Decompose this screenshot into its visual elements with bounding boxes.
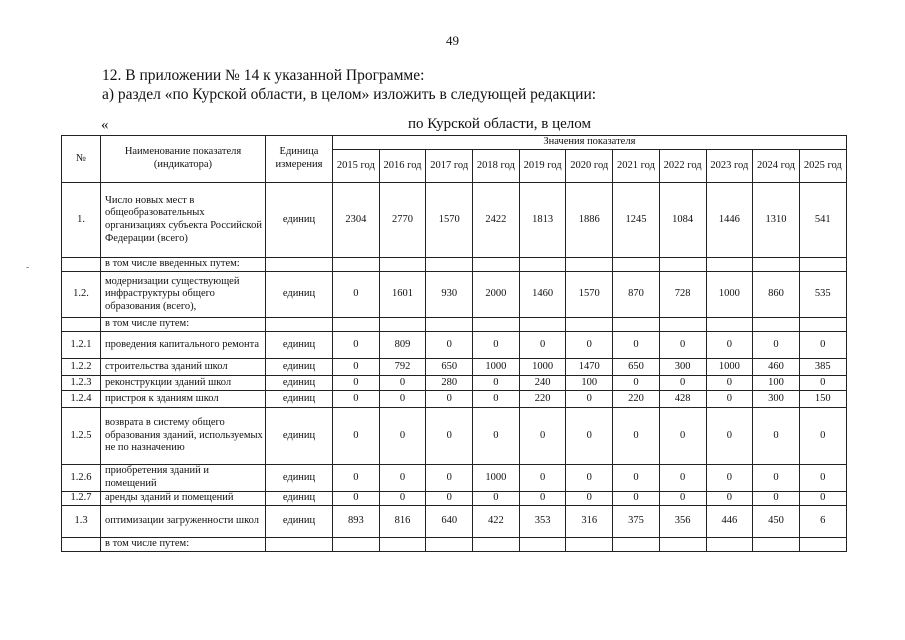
cell-value: 0 <box>706 408 753 465</box>
cell-value: 385 <box>799 359 846 376</box>
cell-value: 0 <box>799 492 846 506</box>
cell-value: 0 <box>379 376 426 391</box>
cell-value-empty <box>333 258 380 272</box>
table-row <box>62 492 847 506</box>
cell-value: 100 <box>753 376 800 391</box>
table-row <box>62 359 847 376</box>
header-year: 2023 год <box>706 150 753 183</box>
cell-unit: единиц <box>266 183 333 258</box>
cell-value: 0 <box>333 465 380 492</box>
cell-value: 0 <box>613 408 660 465</box>
cell-value-empty <box>379 318 426 332</box>
cell-value-empty <box>706 538 753 552</box>
margin-mark: - <box>26 262 30 273</box>
cell-value: 0 <box>799 408 846 465</box>
cell-value: 1000 <box>519 359 566 376</box>
cell-value: 460 <box>753 359 800 376</box>
cell-unit: единиц <box>266 376 333 391</box>
cell-value-empty <box>799 258 846 272</box>
cell-value: 2770 <box>379 183 426 258</box>
cell-value-empty <box>659 538 706 552</box>
table-row <box>62 506 847 538</box>
subheader-row <box>62 538 847 552</box>
cell-value: 0 <box>706 376 753 391</box>
cell-value: 150 <box>799 391 846 408</box>
cell-value: 535 <box>799 272 846 318</box>
cell-value: 0 <box>566 391 613 408</box>
cell-value: 240 <box>519 376 566 391</box>
header-year: 2022 год <box>659 150 706 183</box>
cell-value-empty <box>519 538 566 552</box>
cell-value-empty <box>426 258 473 272</box>
table-row <box>62 376 847 391</box>
cell-num: 1.2.5 <box>62 408 101 465</box>
cell-value: 0 <box>566 408 613 465</box>
header-unit: Единица измерения <box>266 136 333 183</box>
cell-unit-empty <box>266 318 333 332</box>
cell-value-empty <box>473 538 520 552</box>
cell-name: модернизации существующей инфраструктуры общего образования (всего), <box>101 272 266 318</box>
cell-value-empty <box>566 538 613 552</box>
cell-value: 220 <box>519 391 566 408</box>
table-row <box>62 391 847 408</box>
cell-unit: единиц <box>266 465 333 492</box>
cell-value: 0 <box>613 465 660 492</box>
cell-num: 1.2.1 <box>62 332 101 359</box>
cell-value: 640 <box>426 506 473 538</box>
cell-value-empty <box>566 318 613 332</box>
cell-value: 0 <box>426 465 473 492</box>
cell-value: 0 <box>613 492 660 506</box>
cell-num: 1.3 <box>62 506 101 538</box>
cell-value: 450 <box>753 506 800 538</box>
cell-value: 0 <box>706 492 753 506</box>
cell-value: 0 <box>799 332 846 359</box>
cell-value: 0 <box>333 359 380 376</box>
cell-value-empty <box>519 258 566 272</box>
cell-value: 809 <box>379 332 426 359</box>
cell-value: 1886 <box>566 183 613 258</box>
cell-num: 1.2. <box>62 272 101 318</box>
cell-value: 316 <box>566 506 613 538</box>
cell-value-empty <box>799 538 846 552</box>
cell-name: аренды зданий и помещений <box>101 492 266 506</box>
cell-value: 0 <box>799 376 846 391</box>
cell-value: 650 <box>426 359 473 376</box>
cell-unit-empty <box>266 258 333 272</box>
cell-num: 1. <box>62 183 101 258</box>
cell-value: 0 <box>659 492 706 506</box>
cell-unit: единиц <box>266 506 333 538</box>
cell-value: 422 <box>473 506 520 538</box>
cell-value: 1570 <box>566 272 613 318</box>
cell-value: 353 <box>519 506 566 538</box>
cell-value-empty <box>333 318 380 332</box>
cell-value: 0 <box>333 332 380 359</box>
cell-value: 0 <box>333 376 380 391</box>
cell-value: 792 <box>379 359 426 376</box>
cell-value: 860 <box>753 272 800 318</box>
cell-value: 1245 <box>613 183 660 258</box>
cell-value: 0 <box>519 408 566 465</box>
cell-value: 0 <box>613 332 660 359</box>
header-year: 2020 год <box>566 150 613 183</box>
cell-value: 0 <box>659 332 706 359</box>
cell-value-empty <box>613 258 660 272</box>
cell-value: 0 <box>659 376 706 391</box>
cell-value: 0 <box>706 332 753 359</box>
cell-value: 0 <box>566 465 613 492</box>
table-row <box>62 465 847 492</box>
header-values: Значения показателя <box>333 136 847 150</box>
cell-value: 0 <box>566 492 613 506</box>
cell-value: 0 <box>426 332 473 359</box>
cell-unit: единиц <box>266 359 333 376</box>
cell-value: 100 <box>566 376 613 391</box>
cell-value: 0 <box>473 332 520 359</box>
table-row <box>62 408 847 465</box>
cell-unit: единиц <box>266 408 333 465</box>
cell-name: строительства зданий школ <box>101 359 266 376</box>
cell-value-empty <box>426 538 473 552</box>
cell-value: 1000 <box>706 359 753 376</box>
cell-value: 0 <box>426 408 473 465</box>
cell-value-empty <box>333 538 380 552</box>
cell-value: 0 <box>706 391 753 408</box>
cell-unit: единиц <box>266 492 333 506</box>
cell-value: 0 <box>426 391 473 408</box>
table-row <box>62 183 847 258</box>
cell-value: 816 <box>379 506 426 538</box>
cell-value: 0 <box>753 332 800 359</box>
cell-name: оптимизации загруженности школ <box>101 506 266 538</box>
cell-value: 1470 <box>566 359 613 376</box>
cell-value-empty <box>753 538 800 552</box>
cell-value: 0 <box>519 465 566 492</box>
cell-value: 2304 <box>333 183 380 258</box>
cell-value-empty <box>473 318 520 332</box>
cell-value-empty <box>519 318 566 332</box>
header-year: 2024 год <box>753 150 800 183</box>
cell-name: приобретения зданий и помещений <box>101 465 266 492</box>
cell-value: 0 <box>799 465 846 492</box>
header-year: 2025 год <box>799 150 846 183</box>
cell-num-empty <box>62 258 101 272</box>
cell-value: 0 <box>379 465 426 492</box>
cell-unit: единиц <box>266 332 333 359</box>
cell-value: 446 <box>706 506 753 538</box>
cell-value: 0 <box>519 492 566 506</box>
cell-value: 1000 <box>473 465 520 492</box>
subheader-row <box>62 258 847 272</box>
cell-value-empty <box>706 258 753 272</box>
cell-value: 300 <box>753 391 800 408</box>
cell-unit-empty <box>266 538 333 552</box>
cell-unit: единиц <box>266 272 333 318</box>
cell-subheader: в том числе путем: <box>101 318 266 332</box>
cell-value: 375 <box>613 506 660 538</box>
header-name: Наименование показателя (индикатора) <box>101 136 266 183</box>
cell-value: 0 <box>379 391 426 408</box>
cell-value: 1310 <box>753 183 800 258</box>
table-row <box>62 272 847 318</box>
header-year: 2015 год <box>333 150 380 183</box>
page-number: 49 <box>446 33 459 48</box>
cell-value: 870 <box>613 272 660 318</box>
cell-value: 6 <box>799 506 846 538</box>
cell-value: 1570 <box>426 183 473 258</box>
cell-value: 1601 <box>379 272 426 318</box>
cell-value: 0 <box>753 408 800 465</box>
cell-value: 650 <box>613 359 660 376</box>
indicators-table <box>61 135 847 552</box>
cell-value: 1446 <box>706 183 753 258</box>
cell-value: 0 <box>426 492 473 506</box>
cell-value: 0 <box>753 492 800 506</box>
cell-value-empty <box>753 258 800 272</box>
cell-value: 1813 <box>519 183 566 258</box>
cell-value: 0 <box>379 408 426 465</box>
cell-subheader: в том числе введенных путем: <box>101 258 266 272</box>
cell-value-empty <box>473 258 520 272</box>
cell-value: 541 <box>799 183 846 258</box>
header-year: 2021 год <box>613 150 660 183</box>
cell-value: 0 <box>706 465 753 492</box>
cell-value: 0 <box>659 465 706 492</box>
cell-value-empty <box>659 318 706 332</box>
cell-value-empty <box>566 258 613 272</box>
opening-quote: « <box>101 117 109 133</box>
cell-value-empty <box>799 318 846 332</box>
cell-value: 0 <box>613 376 660 391</box>
cell-num: 1.2.3 <box>62 376 101 391</box>
cell-value: 220 <box>613 391 660 408</box>
cell-value: 0 <box>333 391 380 408</box>
cell-name: проведения капитального ремонта <box>101 332 266 359</box>
intro-line-2: а) раздел «по Курской области, в целом» изложить в следующей редакции: <box>102 86 597 103</box>
cell-value: 0 <box>473 376 520 391</box>
cell-value: 2422 <box>473 183 520 258</box>
cell-value: 356 <box>659 506 706 538</box>
cell-value: 0 <box>379 492 426 506</box>
cell-name: возврата в систему общего образования зданий, используемых не по назначению <box>101 408 266 465</box>
cell-num-empty <box>62 318 101 332</box>
cell-value: 930 <box>426 272 473 318</box>
header-year: 2018 год <box>473 150 520 183</box>
header-year: 2017 год <box>426 150 473 183</box>
cell-num: 1.2.2 <box>62 359 101 376</box>
cell-value: 1460 <box>519 272 566 318</box>
cell-value: 0 <box>333 272 380 318</box>
cell-value-empty <box>659 258 706 272</box>
cell-value: 300 <box>659 359 706 376</box>
cell-value: 1000 <box>706 272 753 318</box>
cell-value: 2000 <box>473 272 520 318</box>
cell-value-empty <box>613 318 660 332</box>
cell-value-empty <box>753 318 800 332</box>
cell-value-empty <box>613 538 660 552</box>
table-row <box>62 332 847 359</box>
cell-value: 0 <box>473 492 520 506</box>
cell-value: 0 <box>566 332 613 359</box>
cell-value: 0 <box>473 408 520 465</box>
cell-value: 0 <box>473 391 520 408</box>
cell-name: пристроя к зданиям школ <box>101 391 266 408</box>
cell-value-empty <box>379 258 426 272</box>
header-year: 2019 год <box>519 150 566 183</box>
cell-name: Число новых мест в общеобразовательных организациях субъекта Российской Федерации (всего) <box>101 183 266 258</box>
cell-value: 728 <box>659 272 706 318</box>
cell-num: 1.2.6 <box>62 465 101 492</box>
subheader-row <box>62 318 847 332</box>
cell-value: 280 <box>426 376 473 391</box>
cell-value: 428 <box>659 391 706 408</box>
table-title: по Курской области, в целом <box>408 116 591 132</box>
header-year: 2016 год <box>379 150 426 183</box>
cell-value: 1000 <box>473 359 520 376</box>
cell-value-empty <box>426 318 473 332</box>
cell-unit: единиц <box>266 391 333 408</box>
cell-value: 0 <box>333 492 380 506</box>
cell-value: 0 <box>333 408 380 465</box>
cell-num-empty <box>62 538 101 552</box>
cell-name: реконструкции зданий школ <box>101 376 266 391</box>
cell-value: 0 <box>519 332 566 359</box>
cell-num: 1.2.7 <box>62 492 101 506</box>
cell-num: 1.2.4 <box>62 391 101 408</box>
cell-subheader: в том числе путем: <box>101 538 266 552</box>
cell-value-empty <box>706 318 753 332</box>
cell-value: 1084 <box>659 183 706 258</box>
cell-value: 893 <box>333 506 380 538</box>
cell-value-empty <box>379 538 426 552</box>
header-num: № <box>62 136 101 183</box>
intro-line-1: 12. В приложении № 14 к указанной Программе: <box>102 67 425 84</box>
cell-value: 0 <box>753 465 800 492</box>
cell-value: 0 <box>659 408 706 465</box>
